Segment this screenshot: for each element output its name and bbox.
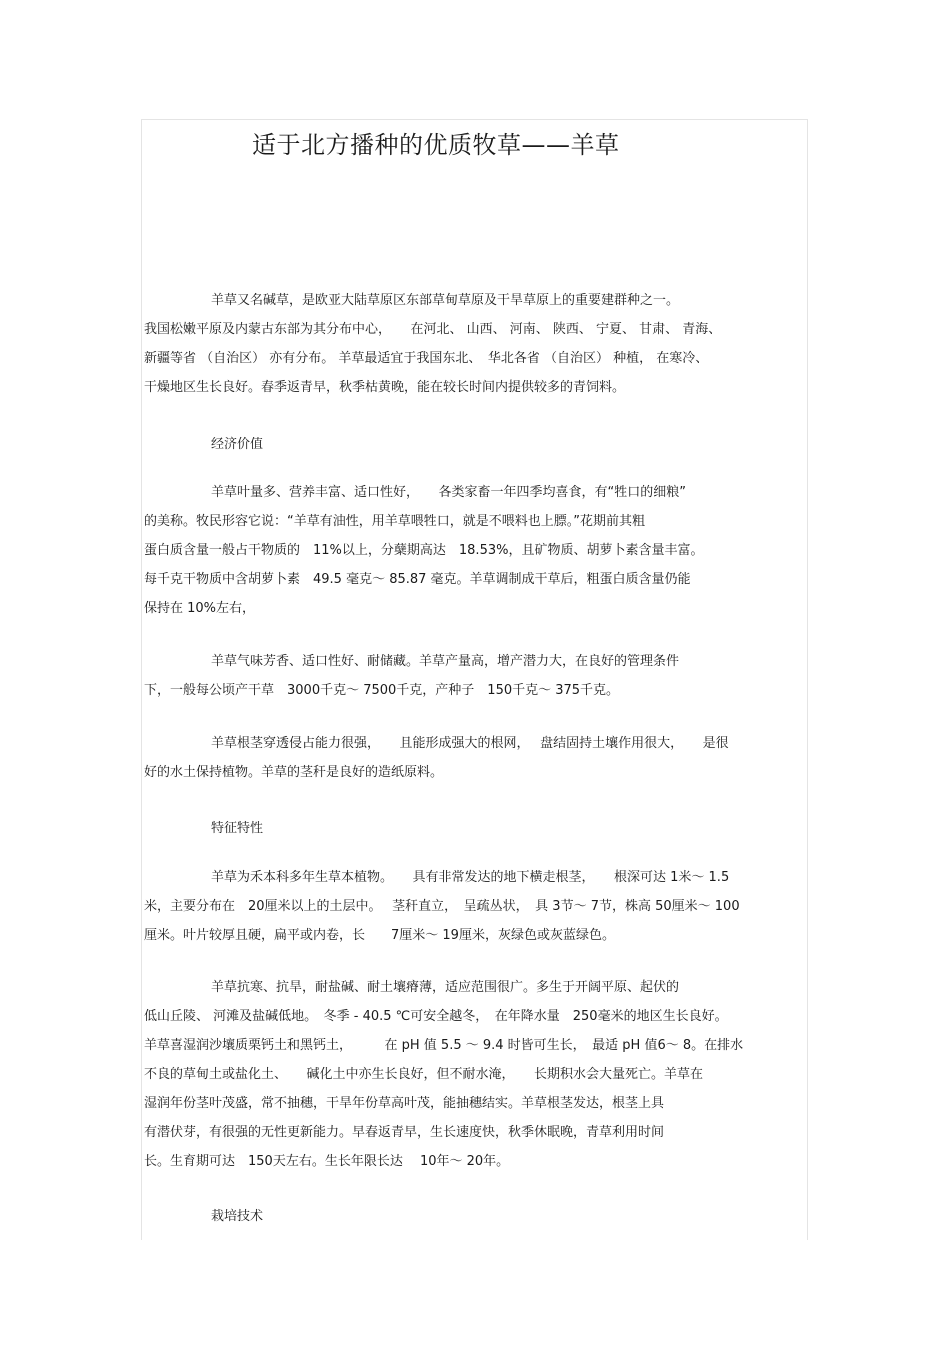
paragraph-line: 羊草抗寒、抗旱，耐盐碱、耐土壤瘠薄，适应范围很广。多生于开阔平原、起伏的 <box>211 980 680 995</box>
paragraph-line: 长。生育期可达 150天左右。生长年限长达 10年～ 20年。 <box>144 1154 510 1169</box>
paragraph-line: 羊草根茎穿透侵占能力很强， 且能形成强大的根网， 盘结固持土壤作用很大， 是很 <box>211 736 729 751</box>
paragraph-line: 好的水土保持植物。羊草的茎秆是良好的造纸原料。 <box>144 765 444 780</box>
section-heading-cultivation: 栽培技术 <box>211 1209 264 1224</box>
paragraph-line: 干燥地区生长良好。春季返青早，秋季枯黄晚，能在较长时间内提供较多的青饲料。 <box>144 380 626 395</box>
paragraph-line: 蛋白质含量一般占干物质的 11%以上，分蘖期高达 18.53%，且矿物质、胡萝卜素含量丰富。 <box>144 543 704 558</box>
paragraph-line: 低山丘陵、 河滩及盐碱低地。 冬季 - 40.5 ℃可安全越冬， 在年降水量 250毫米的地区生长良好。 <box>144 1009 728 1024</box>
paragraph-line: 我国松嫩平原及内蒙古东部为其分布中心， 在河北、 山西、 河南、 陕西、 宁夏、 甘肃、 青海、 <box>144 322 722 337</box>
paragraph-line: 的美称。牧民形容它说：“羊草有油性，用羊草喂牲口，就是不喂料也上膘。”花期前其粗 <box>144 514 645 529</box>
section-heading-characteristics: 特征特性 <box>211 821 264 836</box>
paragraph-line: 保持在 10%左右， <box>144 601 256 616</box>
paragraph-line: 新疆等省 （自治区） 亦有分布。 羊草最适宜于我国东北、 华北各省 （自治区） 种植， 在寒冷、 <box>144 351 709 366</box>
paragraph-line: 羊草又名碱草，是欧亚大陆草原区东部草甸草原及干旱草原上的重要建群种之一。 <box>211 293 680 308</box>
paragraph-line: 羊草喜湿润沙壤质栗钙土和黑钙土， 在 pH 值 5.5 ～ 9.4 时皆可生长， 最适 pH 值6～ 8。在排水 <box>144 1038 744 1053</box>
paragraph-line: 每千克干物质中含胡萝卜素 49.5 毫克～ 85.87 毫克。羊草调制成干草后，粗蛋白质含量仍能 <box>144 572 691 587</box>
paragraph-line: 不良的草甸土或盐化土、 碱化土中亦生长良好，但不耐水淹， 长期积水会大量死亡。羊草在 <box>144 1067 704 1082</box>
paragraph-line: 羊草为禾本科多年生草本植物。 具有非常发达的地下横走根茎， 根深可达 1米～ 1.5 <box>211 870 730 885</box>
paragraph-line: 厘米。叶片较厚且硬，扁平或内卷，长 7厘米～ 19厘米，灰绿色或灰蓝绿色。 <box>144 928 615 943</box>
paragraph-line: 湿润年份茎叶茂盛，常不抽穗，干旱年份草高叶茂，能抽穗结实。羊草根茎发达，根茎上具 <box>144 1096 665 1111</box>
section-heading-economic-value: 经济价值 <box>211 437 264 452</box>
paragraph-line: 下，一般每公顷产干草 3000千克～ 7500千克，产种子 150千克～ 375千克。 <box>144 683 620 698</box>
paragraph-line: 米，主要分布在 20厘米以上的土层中。 茎秆直立， 呈疏丛状， 具 3节～ 7节，株高 50厘米～ 100 <box>144 899 740 914</box>
page-title: 适于北方播种的优质牧草——羊草 <box>252 131 620 159</box>
paragraph-line: 羊草气味芳香、适口性好、耐储藏。羊草产量高，增产潜力大，在良好的管理条件 <box>211 654 680 669</box>
paragraph-line: 有潜伏芽，有很强的无性更新能力。早春返青早，生长速度快，秋季休眠晚，青草利用时间 <box>144 1125 665 1140</box>
paragraph-line: 羊草叶量多、营养丰富、适口性好， 各类家畜一年四季均喜食，有“牲口的细粮” <box>211 485 686 500</box>
